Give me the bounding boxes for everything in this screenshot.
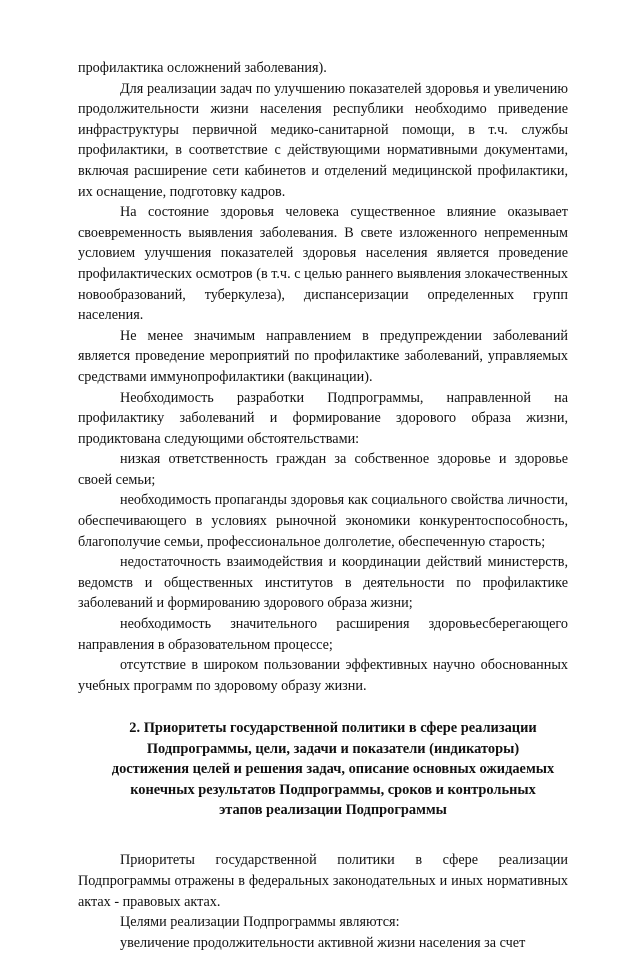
paragraph-priorities: Приоритеты государственной политики в сфере реализации Подпрограммы отражены в федеральных законодательных и иных нормативных актах - правовых актах. [78, 852, 568, 910]
section-heading: 2. Приоритеты государственной политики в сфере реализации Подпрограммы, цели, задачи и показатели (индикаторы) достижения целей и решения задач, описание основных ожидаемых конечных результатов Подпрограммы, сроков и контрольных этапов реализации Подпрограммы [111, 720, 555, 819]
paragraph-timely-detection: На состояние здоровья человека существенное влияние оказывает своевременность выявления заболевания. В свете изложенного непременным условием улучшения показателей здоровья населения является проведение профилактических осмотров (в т.ч. с целью раннего выявления злокачественных новообразований, туберкулеза), диспансеризации определенных групп населения. [78, 204, 568, 324]
paragraph-goals-intro: Целями реализации Подпрограммы являются: [120, 914, 400, 931]
list-item-health-promotion: необходимость пропаганды здоровья как социального свойства личности, обеспечивающего в условиях рыночной экономики конкурентоспособность, благополучие семьи, профессиональное долголетие, обеспеченную старость; [78, 492, 568, 550]
paragraph-immunoprophylaxis: Не менее значимым направлением в предупреждении заболеваний является проведение мероприятий по профилактике заболеваний, управляемых средствами иммунопрофилактики (вакцинации). [78, 327, 568, 385]
list-item-lack-of-programs: отсутствие в широком пользовании эффективных научно обоснованных учебных программ по здоровому образу жизни. [78, 657, 568, 694]
list-item-life-expectancy: увеличение продолжительности активной жизни населения за счет [120, 934, 526, 951]
paragraph-subprogram-necessity: Необходимость разработки Подпрограммы, направленной на профилактику заболеваний и формирование здорового образа жизни, продиктована следующими обстоятельствами: [78, 389, 568, 447]
paragraph-infrastructure: Для реализации задач по улучшению показателей здоровья и увеличению продолжительности жизни населения республики необходимо приведение инфраструктуры первичной медико-санитарной помощи, в т.ч. службы профилактики, в соответствие с действующими нормативными документами, включая расширение сети кабинетов и отделений медицинской профилактики, их оснащение, подготовку кадров. [78, 80, 568, 200]
document-page [78, 58, 568, 953]
list-item-health-saving-education: необходимость значительного расширения здоровьесберегающего направления в образовательном процессе; [78, 616, 568, 653]
paragraph-continuation: профилактика осложнений заболевания). [78, 60, 327, 76]
list-item-low-responsibility: низкая ответственность граждан за собственное здоровье и здоровье своей семьи; [78, 451, 568, 488]
list-item-insufficient-coordination: недостаточность взаимодействия и координации действий министерств, ведомств и общественных институтов в деятельности по профилактике заболеваний и формированию здорового образа жизни; [78, 554, 568, 612]
